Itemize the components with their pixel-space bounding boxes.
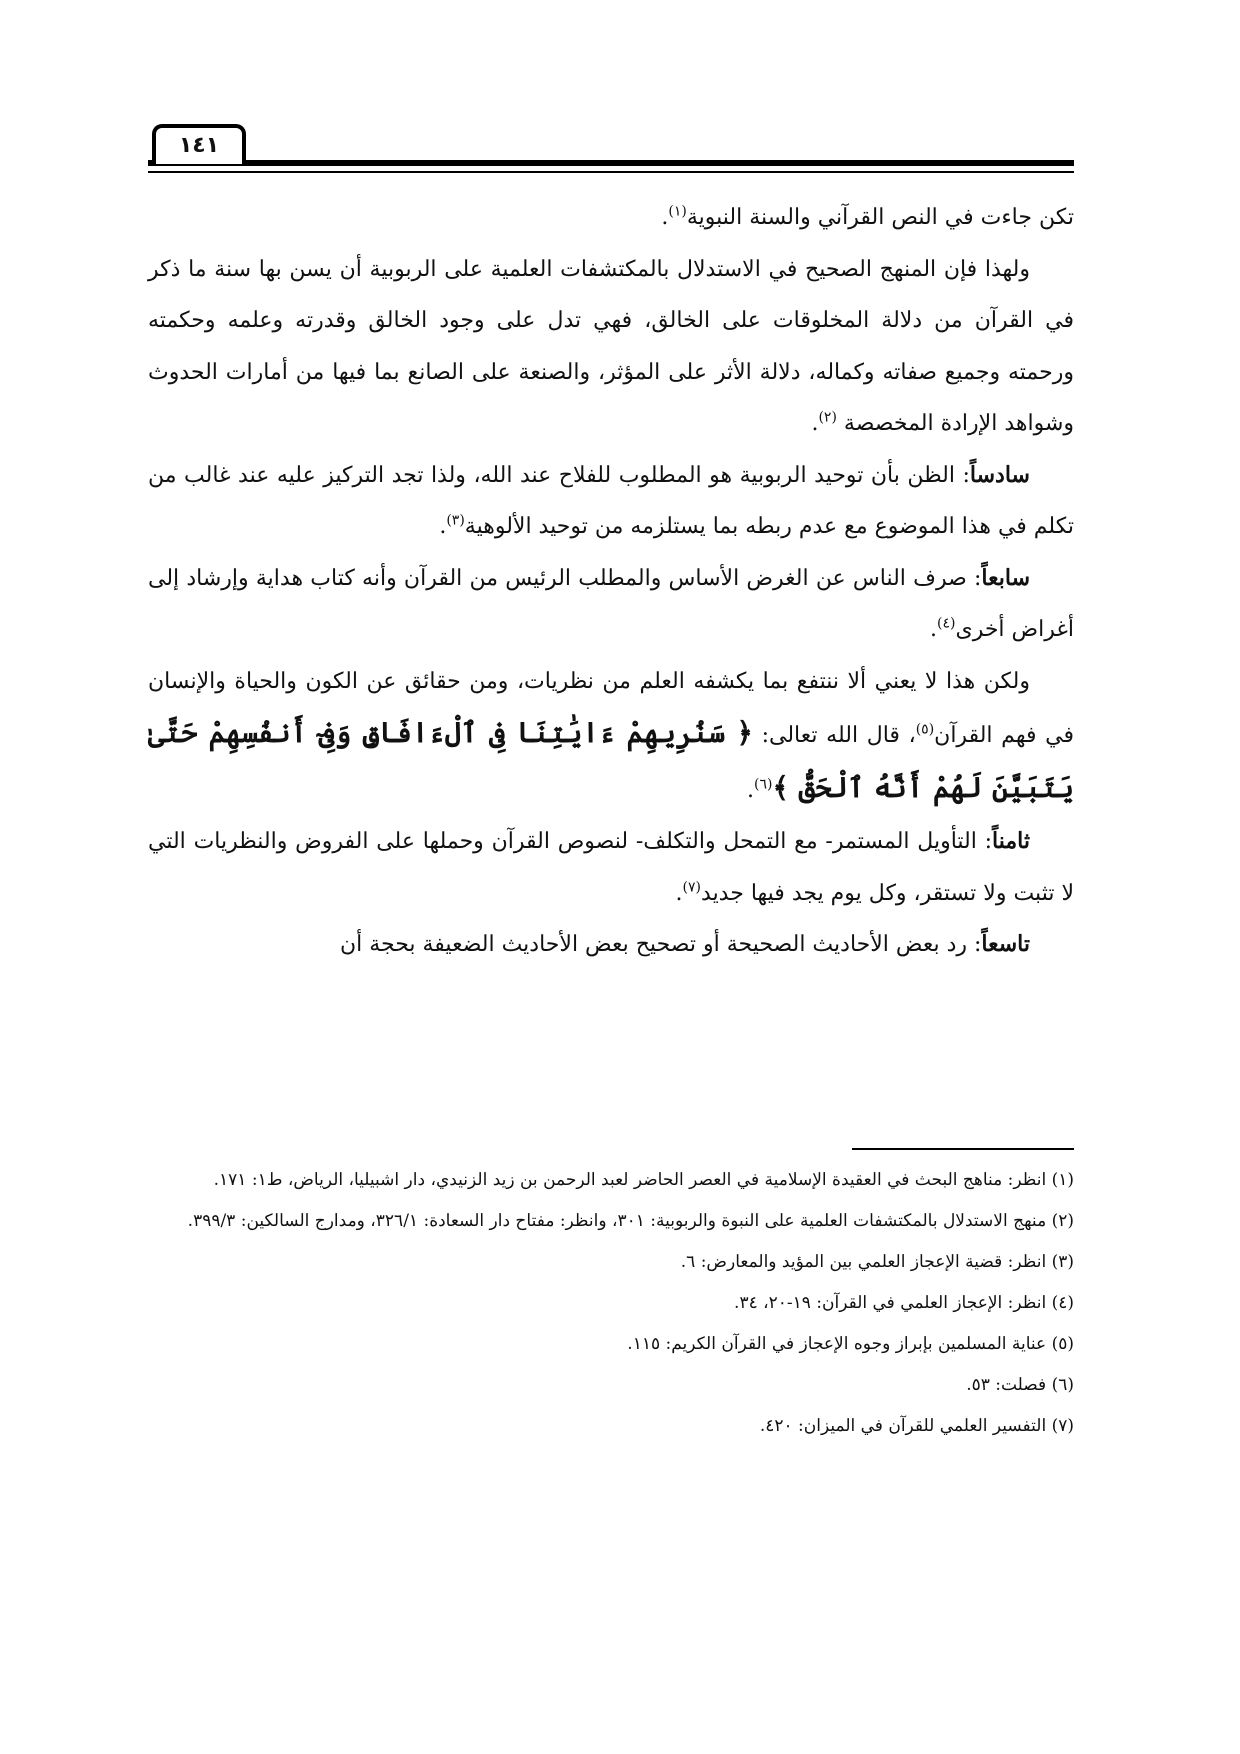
footnote-ref-4[interactable]: (٤) xyxy=(937,615,956,632)
paragraph-1: تكن جاءت في النص القرآني والسنة النبوية$^{(١)}$. xyxy=(661,203,1074,230)
header-rule-thick xyxy=(148,160,1074,166)
paragraph-5: ولكن هذا لا يعني ألا ننتفع بما يكشفه العلم من نظريات، ومن حقائق عن الكون والحياة والإنسان في فهم القرآن$^{(٥)}$، قال الله تعالى: ﴿ سَنُرِيهِمْ ءَايَٰتِنَا فِى ٱلْءَافَاقِ وَفِىٓ أَنفُسِهِمْ حَتَّىٰ يَتَبَيَّنَ لَهُمْ أَنَّهُ ٱلْحَقُّ ﴾$^{(٦)}$. xyxy=(148,668,1074,804)
footnote-ref-3[interactable]: (٣) xyxy=(446,512,465,529)
point-label-sixth: سادساً xyxy=(969,461,1030,488)
footnote-ref-2[interactable]: (٢) xyxy=(818,409,837,426)
footnote-2: (٢) منهج الاستدلال بالمكتشفات العلمية على النبوة والربوبية: ٣٠١، وانظر: مفتاح دار السعادة: ٣٢٦/١، ومدارج السالكين: ٣٩٩/٣. xyxy=(187,1211,1074,1231)
paragraph-2: ولهذا فإن المنهج الصحيح في الاستدلال بالمكتشفات العلمية على الربوبية أن يسن بها سنة ما ذكر في القرآن من دلالة المخلوقات على الخالق، فهي تدل على وجود الخالق وقدرته وعلمه وحكمته ورحمته وجميع صفاته وكماله، دلالة الأثر على المؤثر، والصنعة على الصانع بما فيها من أمارات الحدوث وشواهد الإرادة المخصصة $^{(٢)}$. xyxy=(148,256,1074,436)
main-text xyxy=(148,192,1074,971)
footnotes xyxy=(148,1162,1074,1449)
footnote-1: (١) انظر: مناهج البحث في العقيدة الإسلامية في العصر الحاضر لعبد الرحمن بن زيد الزنيدي، دار اشبيليا، الرياض، ط١: ١٧١. xyxy=(213,1170,1074,1190)
footnote-3: (٣) انظر: قضية الإعجاز العلمي بين المؤيد والمعارض: ٦. xyxy=(680,1252,1074,1272)
footnote-ref-5[interactable]: (٥) xyxy=(915,721,935,738)
paragraph-6: ثامناً: التأويل المستمر- مع التمحل والتكلف- لنصوص القرآن وحملها على الفروض والنظريات التي لا تثبت ولا تستقر، وكل يوم يجد فيها جديد$^{(٧)}$. xyxy=(148,828,1074,906)
point-label-ninth: تاسعاً xyxy=(981,931,1030,957)
footnote-6: (٦) فصلت: ٥٣. xyxy=(966,1375,1074,1395)
footnote-separator xyxy=(852,1148,1074,1150)
point-label-seventh: سابعاً xyxy=(981,564,1030,591)
footnote-4: (٤) انظر: الإعجاز العلمي في القرآن: ١٩-٢٠، ٣٤. xyxy=(734,1293,1074,1313)
paragraph-7: تاسعاً: رد بعض الأحاديث الصحيحة أو تصحيح بعض الأحاديث الضعيفة بحجة أن xyxy=(339,931,1030,957)
quran-verse: ﴿ سَنُرِيهِمْ ءَايَٰتِنَا فِى ٱلْءَافَاقِ وَفِىٓ أَنفُسِهِمْ حَتَّىٰ يَتَبَيَّنَ لَهُمْ أَنَّهُ ٱلْحَقُّ ﴾ xyxy=(148,716,1074,804)
footnote-7: (٧) التفسير العلمي للقرآن في الميزان: ٤٢٠. xyxy=(759,1416,1074,1436)
footnote-ref-1[interactable]: (١) xyxy=(668,203,687,220)
footnote-5: (٥) عناية المسلمين بإبراز وجوه الإعجاز في القرآن الكريم: ١١٥. xyxy=(627,1334,1074,1354)
page-number: ١٤١ xyxy=(152,124,246,164)
paragraph-3: سادساً: الظن بأن توحيد الربوبية هو المطلوب للفلاح عند الله، ولذا تجد التركيز عليه عند غالب من تكلم في هذا الموضوع مع عدم ربطه بما يستلزمه من توحيد الألوهية$^{(٣)}$. xyxy=(148,461,1074,539)
footnote-ref-6[interactable]: (٦) xyxy=(754,776,773,793)
paragraph-4: سابعاً: صرف الناس عن الغرض الأساس والمطلب الرئيس من القرآن وأنه كتاب هداية وإرشاد إلى أغراض أخرى$^{(٤)}$. xyxy=(148,564,1074,642)
footnote-ref-7[interactable]: (٧) xyxy=(682,879,702,896)
point-label-eighth: ثامناً xyxy=(992,828,1030,854)
header-rule-thin xyxy=(148,171,1074,173)
